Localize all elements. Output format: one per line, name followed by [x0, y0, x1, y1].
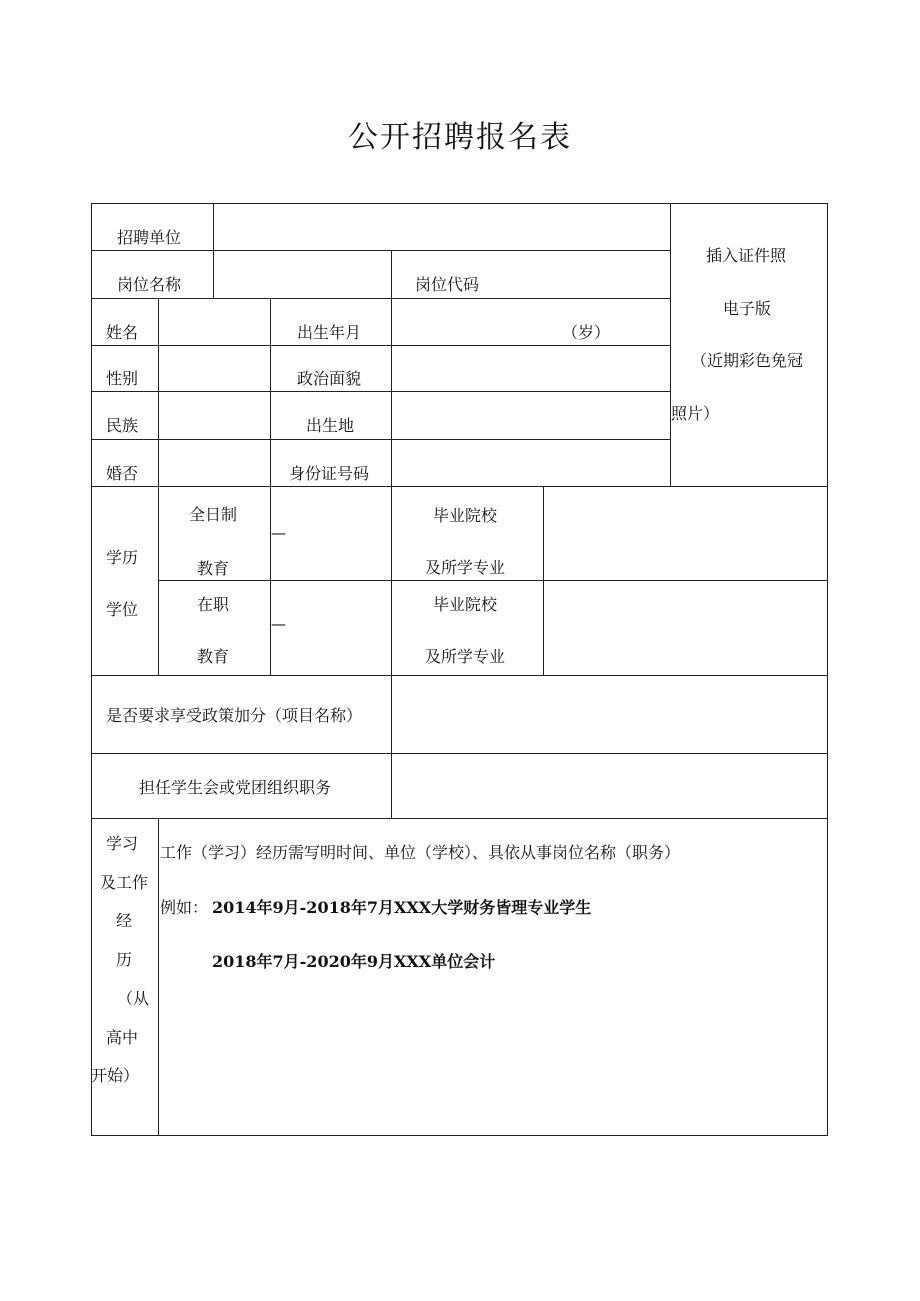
photo-instruction-line2: 电子版: [723, 299, 772, 318]
fulltime-school-field[interactable]: [544, 487, 827, 580]
id-number-field[interactable]: [392, 440, 670, 486]
name-field[interactable]: [159, 299, 270, 345]
parttime-school-label: 毕业院校: [433, 595, 498, 614]
experience-label-3: 经: [116, 911, 133, 930]
col-divider: [391, 250, 392, 298]
experience-instruction: 工作（学习）经历需写明时间、单位（学校）、具依从事岗位名称（职务）: [160, 843, 681, 862]
ethnicity-field[interactable]: [159, 392, 270, 439]
position-code-label: 岗位代码: [415, 275, 480, 294]
recruit-unit-label: 招聘单位: [117, 228, 182, 247]
page-title: 公开招聘报名表: [348, 120, 572, 155]
col-divider: [391, 486, 392, 675]
marital-label: 婚否: [106, 464, 139, 483]
experience-label-7: 开始）: [91, 1066, 140, 1085]
degree-label: 学位: [106, 600, 139, 619]
id-number-label: 身份证号码: [289, 464, 370, 483]
position-name-field[interactable]: [214, 251, 391, 298]
gender-field[interactable]: [159, 346, 270, 391]
education-label: 学历: [106, 548, 139, 567]
parttime-school-field[interactable]: [544, 581, 827, 675]
experience-label-6: 高中: [106, 1028, 139, 1047]
political-status-field[interactable]: [392, 346, 670, 391]
fulltime-degree-value[interactable]: —: [271, 524, 286, 542]
marital-field[interactable]: [159, 440, 270, 486]
col-divider: [270, 298, 271, 486]
student-union-field[interactable]: [392, 754, 827, 818]
fulltime-education-label: 教育: [197, 559, 230, 578]
parttime-major-label: 及所学专业: [425, 647, 506, 666]
policy-bonus-field[interactable]: [392, 676, 827, 753]
political-status-label: 政治面貌: [297, 369, 362, 388]
ethnicity-label: 民族: [106, 416, 139, 435]
position-name-label: 岗位名称: [117, 275, 182, 294]
experience-label-2: 及工作: [100, 873, 149, 892]
fulltime-major-label: 及所学专业: [425, 558, 506, 577]
experience-label-5: （从: [117, 989, 150, 1008]
birth-date-label: 出生年月: [297, 323, 362, 342]
experience-label-1: 学习: [106, 834, 139, 853]
name-label: 姓名: [106, 323, 139, 342]
birthplace-field[interactable]: [392, 392, 670, 439]
fulltime-label: 全日制: [189, 505, 238, 524]
photo-instruction-line1: 插入证件照: [706, 246, 787, 265]
student-union-label: 担任学生会或党团组织职务: [139, 778, 332, 797]
experience-field[interactable]: [159, 819, 827, 1135]
birth-date-field[interactable]: [392, 299, 562, 345]
experience-example-line2: 2018年7月-2020年9月XXX单位会计: [212, 952, 496, 971]
photo-instruction-line3: （近期彩色免冠: [691, 351, 804, 370]
age-suffix: （岁）: [562, 323, 611, 342]
policy-bonus-label: 是否要求享受政策加分（项目名称）: [106, 706, 363, 725]
fulltime-school-label: 毕业院校: [433, 506, 498, 525]
birthplace-label: 出生地: [306, 416, 355, 435]
experience-example-prefix: 例如：: [160, 898, 209, 917]
recruit-unit-field[interactable]: [214, 204, 670, 250]
parttime-degree-value[interactable]: —: [271, 615, 286, 633]
parttime-education-label: 教育: [197, 647, 230, 666]
col-divider: [270, 486, 271, 675]
photo-placeholder[interactable]: [671, 204, 827, 486]
experience-label-4: 历: [116, 950, 133, 969]
parttime-label: 在职: [197, 595, 230, 614]
experience-example-line1: 2014年9月-2018年7月XXX大学财务皆理专业学生: [212, 898, 592, 917]
gender-label: 性别: [106, 369, 139, 388]
photo-instruction-line4: 照片）: [671, 404, 720, 423]
col-divider: [158, 486, 159, 675]
